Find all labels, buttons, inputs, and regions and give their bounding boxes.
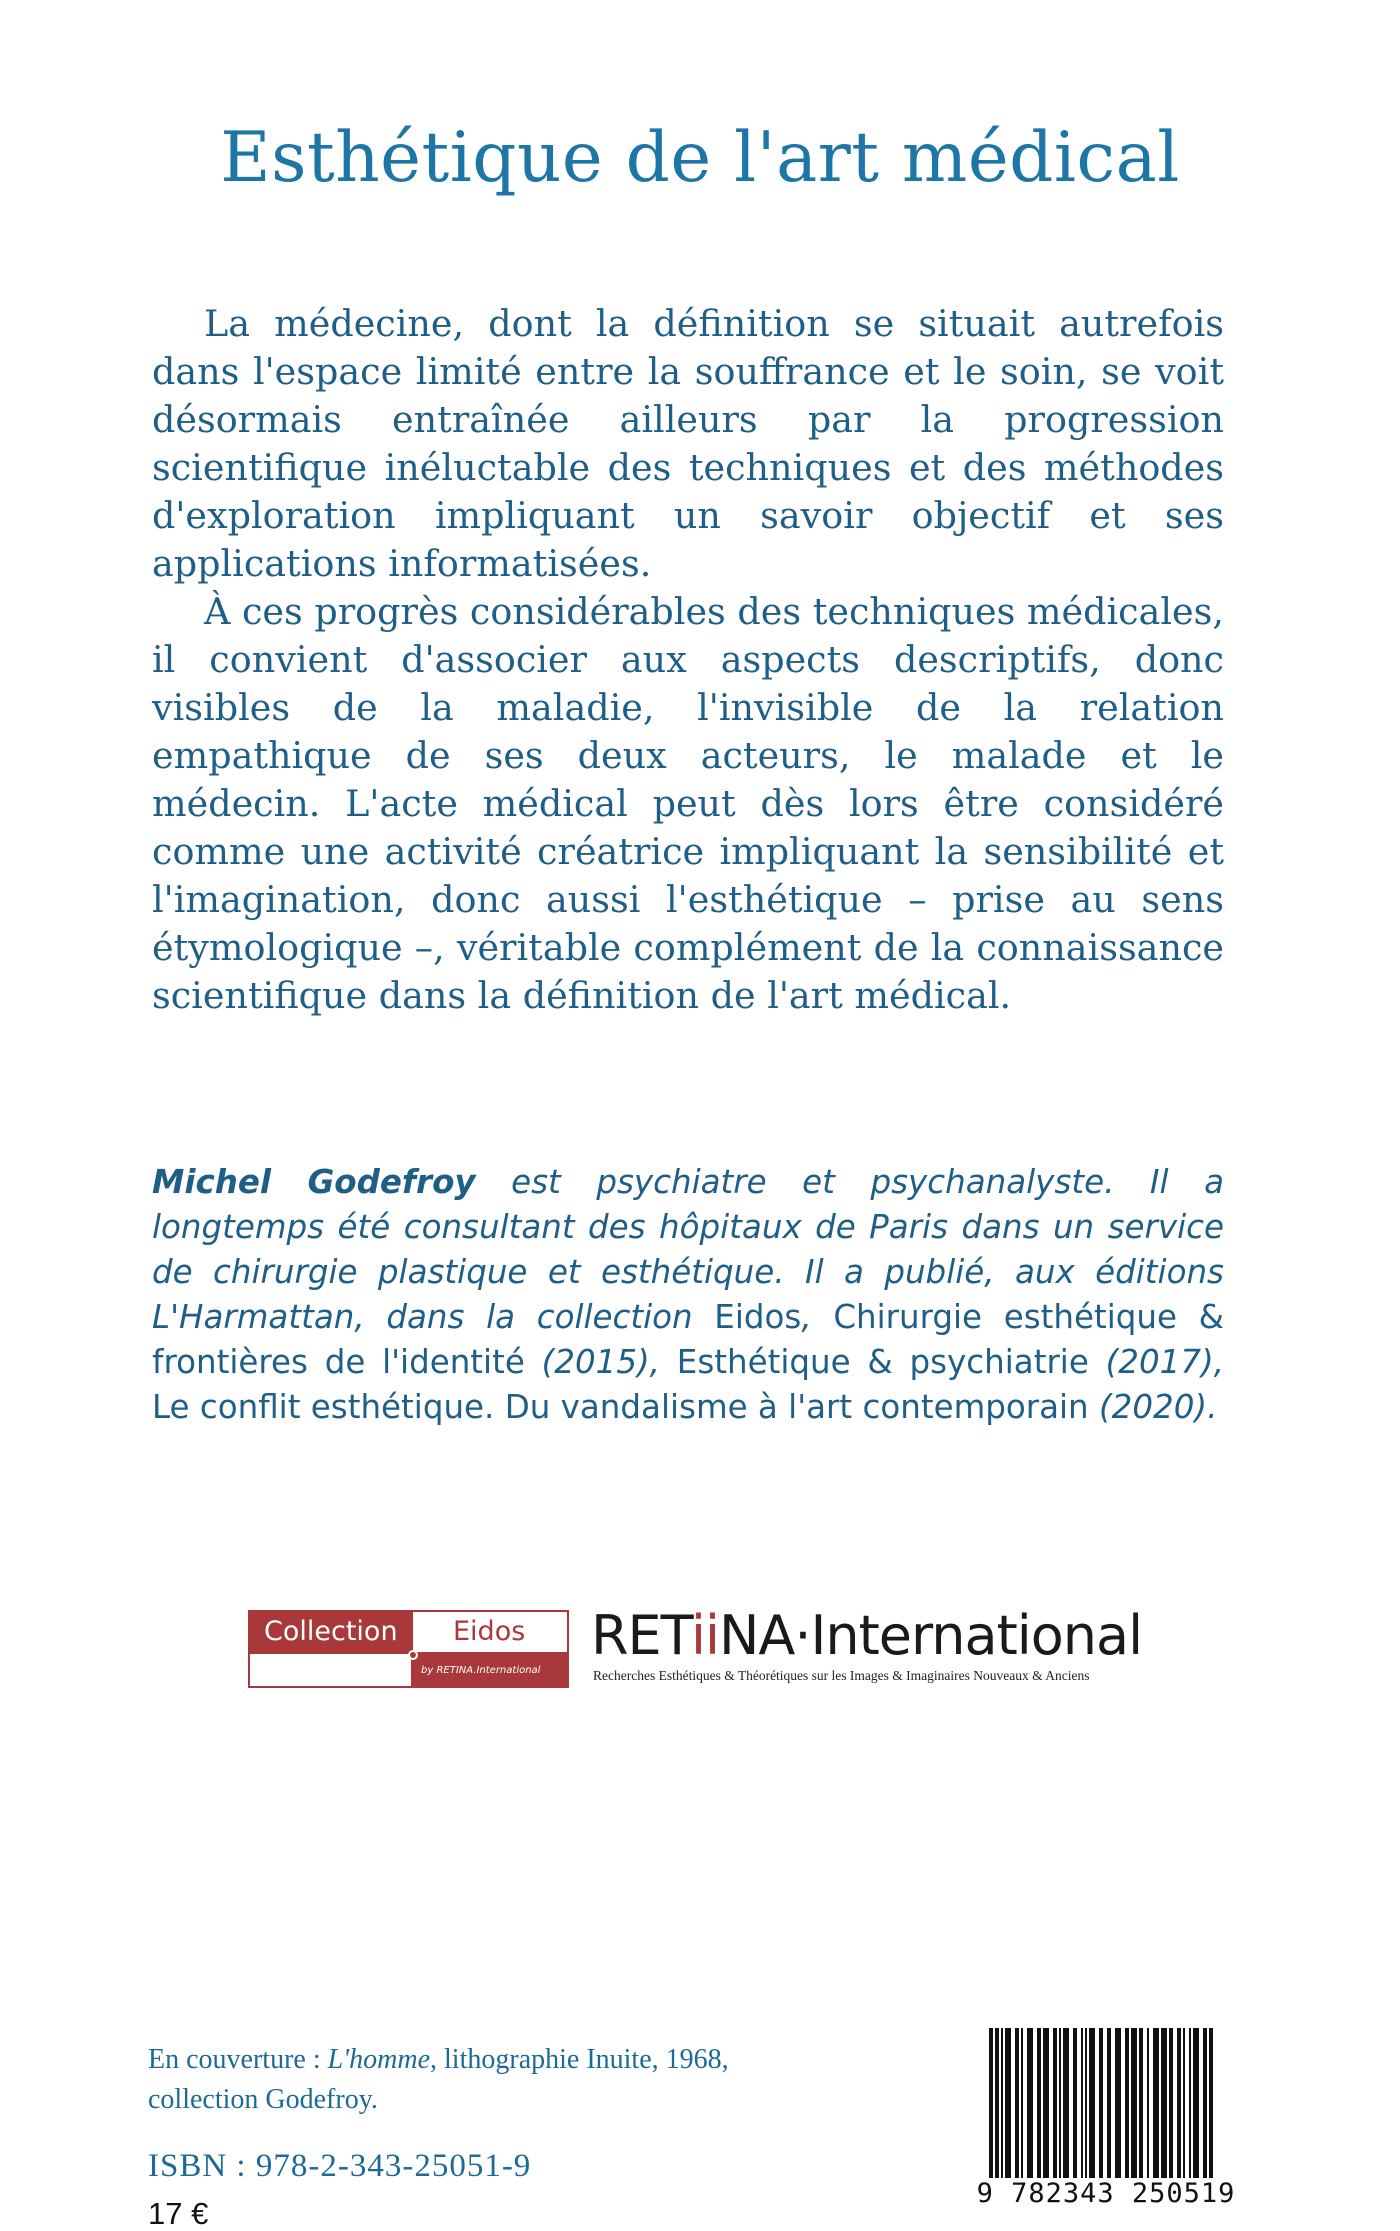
barcode-bar bbox=[1125, 2028, 1129, 2178]
retina-logo-part-2: ii bbox=[690, 1604, 719, 1667]
barcode bbox=[975, 2028, 1237, 2222]
barcode-bar bbox=[1153, 2028, 1159, 2178]
book-title-2: Esthétique & psychiatrie bbox=[676, 1343, 1089, 1381]
collection-logo-dot bbox=[408, 1650, 418, 1660]
barcode-bar bbox=[1037, 2028, 1041, 2178]
collection-logo-by: by RETINA.International bbox=[413, 1654, 569, 1688]
barcode-bar bbox=[1001, 2028, 1003, 2178]
book-year-1: (2015), bbox=[524, 1343, 677, 1381]
barcode-bar bbox=[1089, 2028, 1095, 2178]
isbn: ISBN : 978-2-343-25051-9 bbox=[148, 2148, 532, 2184]
barcode-bar bbox=[1115, 2028, 1121, 2178]
barcode-bar bbox=[1085, 2028, 1087, 2178]
author-name: Michel Godefroy bbox=[152, 1163, 476, 1201]
retina-logo-subtitle: Recherches Esthétiques & Théorétiques sur les Images & Imaginaires Nouveaux & Anciens bbox=[593, 1668, 1090, 1683]
cover-credit bbox=[148, 2040, 788, 2120]
retina-logo-wordmark bbox=[591, 1604, 1142, 1667]
barcode-bar bbox=[1169, 2028, 1173, 2178]
blurb-paragraph-2: À ces progrès considérables des techniques médicales, il convient d'associer aux aspects descriptifs, donc visibles de la maladie, l'invisible de la relation empathique de ses deux acteurs, le malade et le médecin. L'acte médical peut dès lors être considéré comme une activité créatrice impliquant la sensibilité et l'imagination, donc aussi l'esthétique – prise au sens étymologique –, véritable complément de la connaissance scientifique dans la définition de l'art médical. bbox=[152, 590, 1224, 1017]
barcode-bar bbox=[1209, 2028, 1213, 2178]
retina-logo-part-3: NA·International bbox=[718, 1604, 1143, 1667]
barcode-bar bbox=[1015, 2028, 1019, 2178]
barcode-bar bbox=[1027, 2028, 1033, 2178]
book-title: Esthétique de l'art médical bbox=[220, 118, 1180, 198]
barcode-bar bbox=[1021, 2028, 1023, 2178]
barcode-bar bbox=[1063, 2028, 1069, 2178]
book-title-3: Le conflit esthétique. Du vandalisme à l'art contemporain bbox=[152, 1388, 1089, 1426]
barcode-bar bbox=[1147, 2028, 1149, 2178]
barcode-bar bbox=[1081, 2028, 1083, 2178]
barcode-bar bbox=[1139, 2028, 1143, 2178]
blurb-paragraph-1: La médecine, dont la définition se situait autrefois dans l'espace limité entre la souffrance et le soin, se voit désormais entraînée ailleurs par la progression scientifique inéluctable des techniques et des méthodes d'exploration impliquant un savoir objectif et ses applications informatisées. bbox=[152, 302, 1224, 585]
barcode-bar bbox=[995, 2028, 999, 2178]
cover-credit-prefix: En couverture : bbox=[148, 2044, 328, 2075]
barcode-bar bbox=[1189, 2028, 1191, 2178]
retina-international-logo bbox=[591, 1604, 1143, 1684]
collection-logo-frame bbox=[248, 1654, 413, 1688]
collection-logo-name: Eidos bbox=[413, 1610, 569, 1654]
author-bio-text-1: est psychiatre et psychanalyste. Il a longtemps été consultant des hôpitaux de Paris dans un service de chirurgie plastique et esthétique. Il a publié, aux éditions L'Harmattan, dans la collection bbox=[152, 1163, 1224, 1336]
cover-credit-work: L'homme bbox=[327, 2044, 431, 2075]
barcode-bar bbox=[1053, 2028, 1057, 2178]
barcode-bar bbox=[1005, 2028, 1011, 2178]
collection-name: Eidos bbox=[714, 1298, 802, 1336]
barcode-bars bbox=[975, 2028, 1237, 2188]
price: 17 € bbox=[148, 2196, 209, 2231]
book-year-2: (2017), bbox=[1088, 1343, 1225, 1381]
barcode-bar bbox=[989, 2028, 993, 2178]
barcode-bar bbox=[1059, 2028, 1061, 2178]
cover-credit-rest: , lithographie Inuite, 1968, collection Godefroy. bbox=[148, 2044, 729, 2115]
author-bio bbox=[152, 1160, 1224, 1430]
barcode-bar bbox=[1203, 2028, 1207, 2178]
barcode-digits: 9 782343 250519 bbox=[976, 2178, 1236, 2209]
barcode-bar bbox=[1183, 2028, 1185, 2178]
barcode-bar bbox=[1131, 2028, 1137, 2178]
book-title-1: Chirurgie esthétique & frontières de l'identité bbox=[152, 1298, 1224, 1381]
barcode-bar bbox=[1073, 2028, 1077, 2178]
barcode-bar bbox=[1193, 2028, 1199, 2178]
book-blurb bbox=[152, 300, 1224, 1020]
barcode-bar bbox=[1043, 2028, 1049, 2178]
collection-logo-word: Collection bbox=[248, 1610, 413, 1654]
barcode-bar bbox=[1161, 2028, 1167, 2178]
barcode-bar bbox=[1099, 2028, 1103, 2178]
author-bio-text-2: , bbox=[801, 1298, 834, 1336]
barcode-bar bbox=[1107, 2028, 1111, 2178]
barcode-bar bbox=[1177, 2028, 1181, 2178]
book-year-3: (2020). bbox=[1088, 1388, 1218, 1426]
retina-logo-part-1: RET bbox=[591, 1604, 691, 1667]
collection-eidos-logo bbox=[248, 1610, 569, 1688]
